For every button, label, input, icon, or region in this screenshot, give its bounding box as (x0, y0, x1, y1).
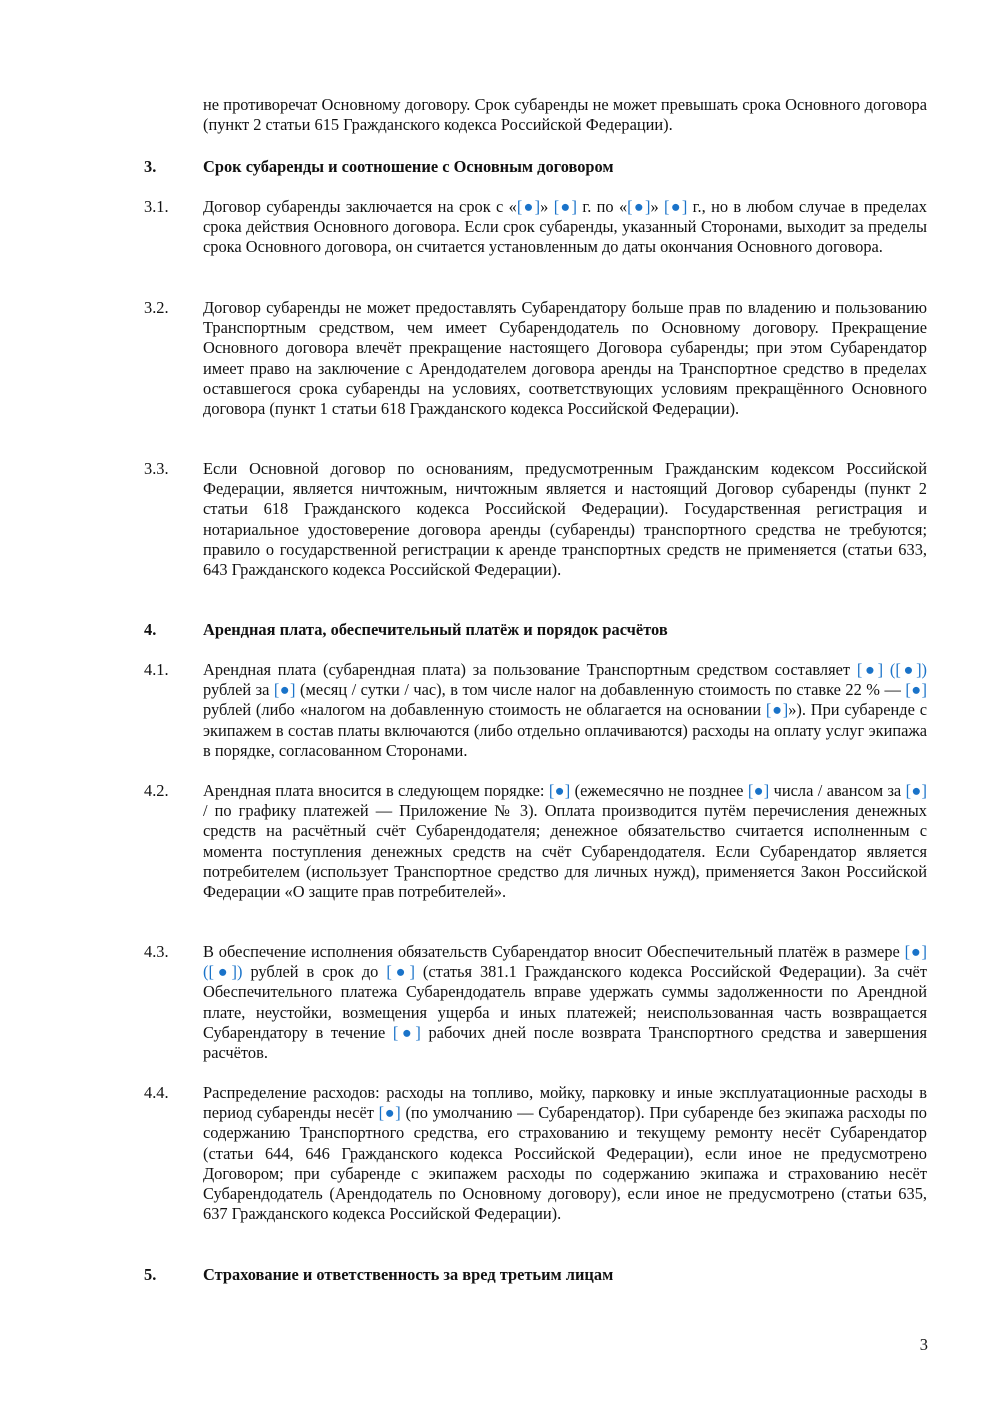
placeholder-marker: [●] (386, 962, 415, 982)
placeholder-marker: ([●]) (203, 962, 243, 982)
placeholder-marker: [●] (905, 680, 928, 700)
clause-text: Договор субаренды заключается на срок с «[●]» [●] г. по «[●]» [●] г., но в любом случае в пределах срока действия Основного договора. Если срок субаренды, указанный Сторонами, выходит за пределы срока Основного договора, он считается установленным до даты окончания Основного договора. (203, 197, 927, 257)
section-title: Срок субаренды и соотношение с Основным договором (203, 157, 614, 176)
clause-text: В обеспечение исполнения обязательств Субарендатор вносит Обеспечительный платёж в размере [●] ([●]) рублей в срок до [●] (статья 381.1 Гражданского кодекса Российской Федерации). За счёт Обеспечительного платежа Субарендодатель вправе удержать суммы задолженности по Арендной плате, неустойки, возмещения ущерба и иных платежей; неиспользованная часть возвращается Субарендатору в течение [●] рабочих дней после возврата Транспортного средства и завершения расчётов. (203, 942, 927, 1063)
section-number: 5. (144, 1265, 157, 1284)
intro-paragraph: не противоречат Основному договору. Срок субаренды не может превышать срока Основного договора (пункт 2 статьи 615 Гражданского кодекса Российской Федерации). (203, 95, 927, 135)
clause-text: Договор субаренды не может предоставлять Субарендатору больше прав по владению и пользованию Транспортным средством, чем имеет Субарендодатель по Основному договору. Прекращение Основного договора влечёт прекращение настоящего Договора субаренды; при этом Субарендатор имеет право на заключение с Арендодателем договора аренды на Транспортное средство в пределах оставшегося срока субаренды на условиях, соответствующих условиям прекращённого Основного договора (пункт 1 статьи 618 Гражданского кодекса Российской Федерации). (203, 298, 927, 419)
placeholder-marker: [●] (664, 197, 688, 216)
placeholder-marker: [●] (548, 781, 571, 800)
clause-text: Если Основной договор по основаниям, предусмотренным Гражданским кодексом Российской Федерации, является ничтожным, ничтожным является и настоящий Договор субаренды (пункт 2 статьи 618 Гражданского кодекса Российской Федерации). Государственная регистрация и нотариальное удостоверение договора аренды (субаренды) транспортного средства не требуются; правило о государственной регистрации к аренде транспортных средств не применяется (статьи 633, 643 Гражданского кодекса Российской Федерации). (203, 459, 927, 580)
clause-text: Арендная плата вносится в следующем порядке: [●] (ежемесячно не позднее [●] числа / авансом за [●] / по графику платежей — Приложение № 3). Оплата производится путём перечисления денежных средств на расчётный счёт Субарендодателя; денежное обязательство считается исполненным с момента поступления денежных средств на счёт Субарендодателя. Если Субарендатор является потребителем (использует Транспортное средство для личных нужд), применяется Закон Российской Федерации «О защите прав потребителей». (203, 781, 927, 902)
clause-number: 4.3. (144, 942, 169, 961)
page-number: 3 (919, 1335, 928, 1354)
section-number: 3. (144, 157, 157, 176)
clause-number: 4.2. (144, 781, 169, 800)
placeholder-marker: [●] (273, 680, 296, 700)
clause-number: 3.3. (144, 459, 169, 478)
clause-number: 3.2. (144, 298, 169, 317)
clause-number: 4.1. (144, 660, 169, 679)
placeholder-marker: [●] (378, 1103, 401, 1123)
section-title: Страхование и ответственность за вред третьим лицам (203, 1265, 614, 1284)
placeholder-marker: [●] (516, 197, 541, 216)
section-number: 4. (144, 620, 157, 639)
clause-text: Распределение расходов: расходы на топливо, мойку, парковку и иные эксплуатационные расходы в период субаренды несёт [●] (по умолчанию — Субарендатор). При субаренде без экипажа расходы по содержанию Транспортного средства, его страхованию и текущему ремонту несёт Субарендатор (статьи 644, 646 Гражданского кодекса Российской Федерации), если иное не предусмотрено Договором; при субаренде с экипажем расходы по содержанию экипажа и страхованию несёт Субарендодатель (Арендодатель по Основному договору), если иное не предусмотрено (статьи 635, 637 Гражданского кодекса Российской Федерации). (203, 1083, 927, 1224)
placeholder-marker: [●] (747, 781, 770, 800)
clause-number: 3.1. (144, 197, 169, 216)
clause-number: 4.4. (144, 1083, 169, 1102)
section-title: Арендная плата, обеспечительный платёж и порядок расчётов (203, 620, 668, 639)
placeholder-marker: ([●]) (889, 660, 928, 679)
placeholder-marker: [●] (765, 700, 789, 720)
placeholder-marker: [●] (856, 660, 884, 679)
placeholder-marker: [●] (553, 197, 577, 216)
clause-text: Арендная плата (субарендная плата) за пользование Транспортным средством составляет [●] ([●]) рублей за [●] (месяц / сутки / час), в том числе налог на добавленную стоимость по ставке 22 % — [●] рублей (либо «налогом на добавленную стоимость не облагается на основании [●]»). При субаренде с экипажем в состав платы включаются (либо отдельно оплачиваются) расходы на оплату услуг экипажа в порядке, согласованном Сторонами. (203, 660, 928, 760)
placeholder-marker: [●] (627, 197, 651, 216)
placeholder-marker: [●] (392, 1022, 421, 1042)
placeholder-marker: [●] (904, 942, 927, 961)
placeholder-marker: [●] (905, 781, 927, 800)
